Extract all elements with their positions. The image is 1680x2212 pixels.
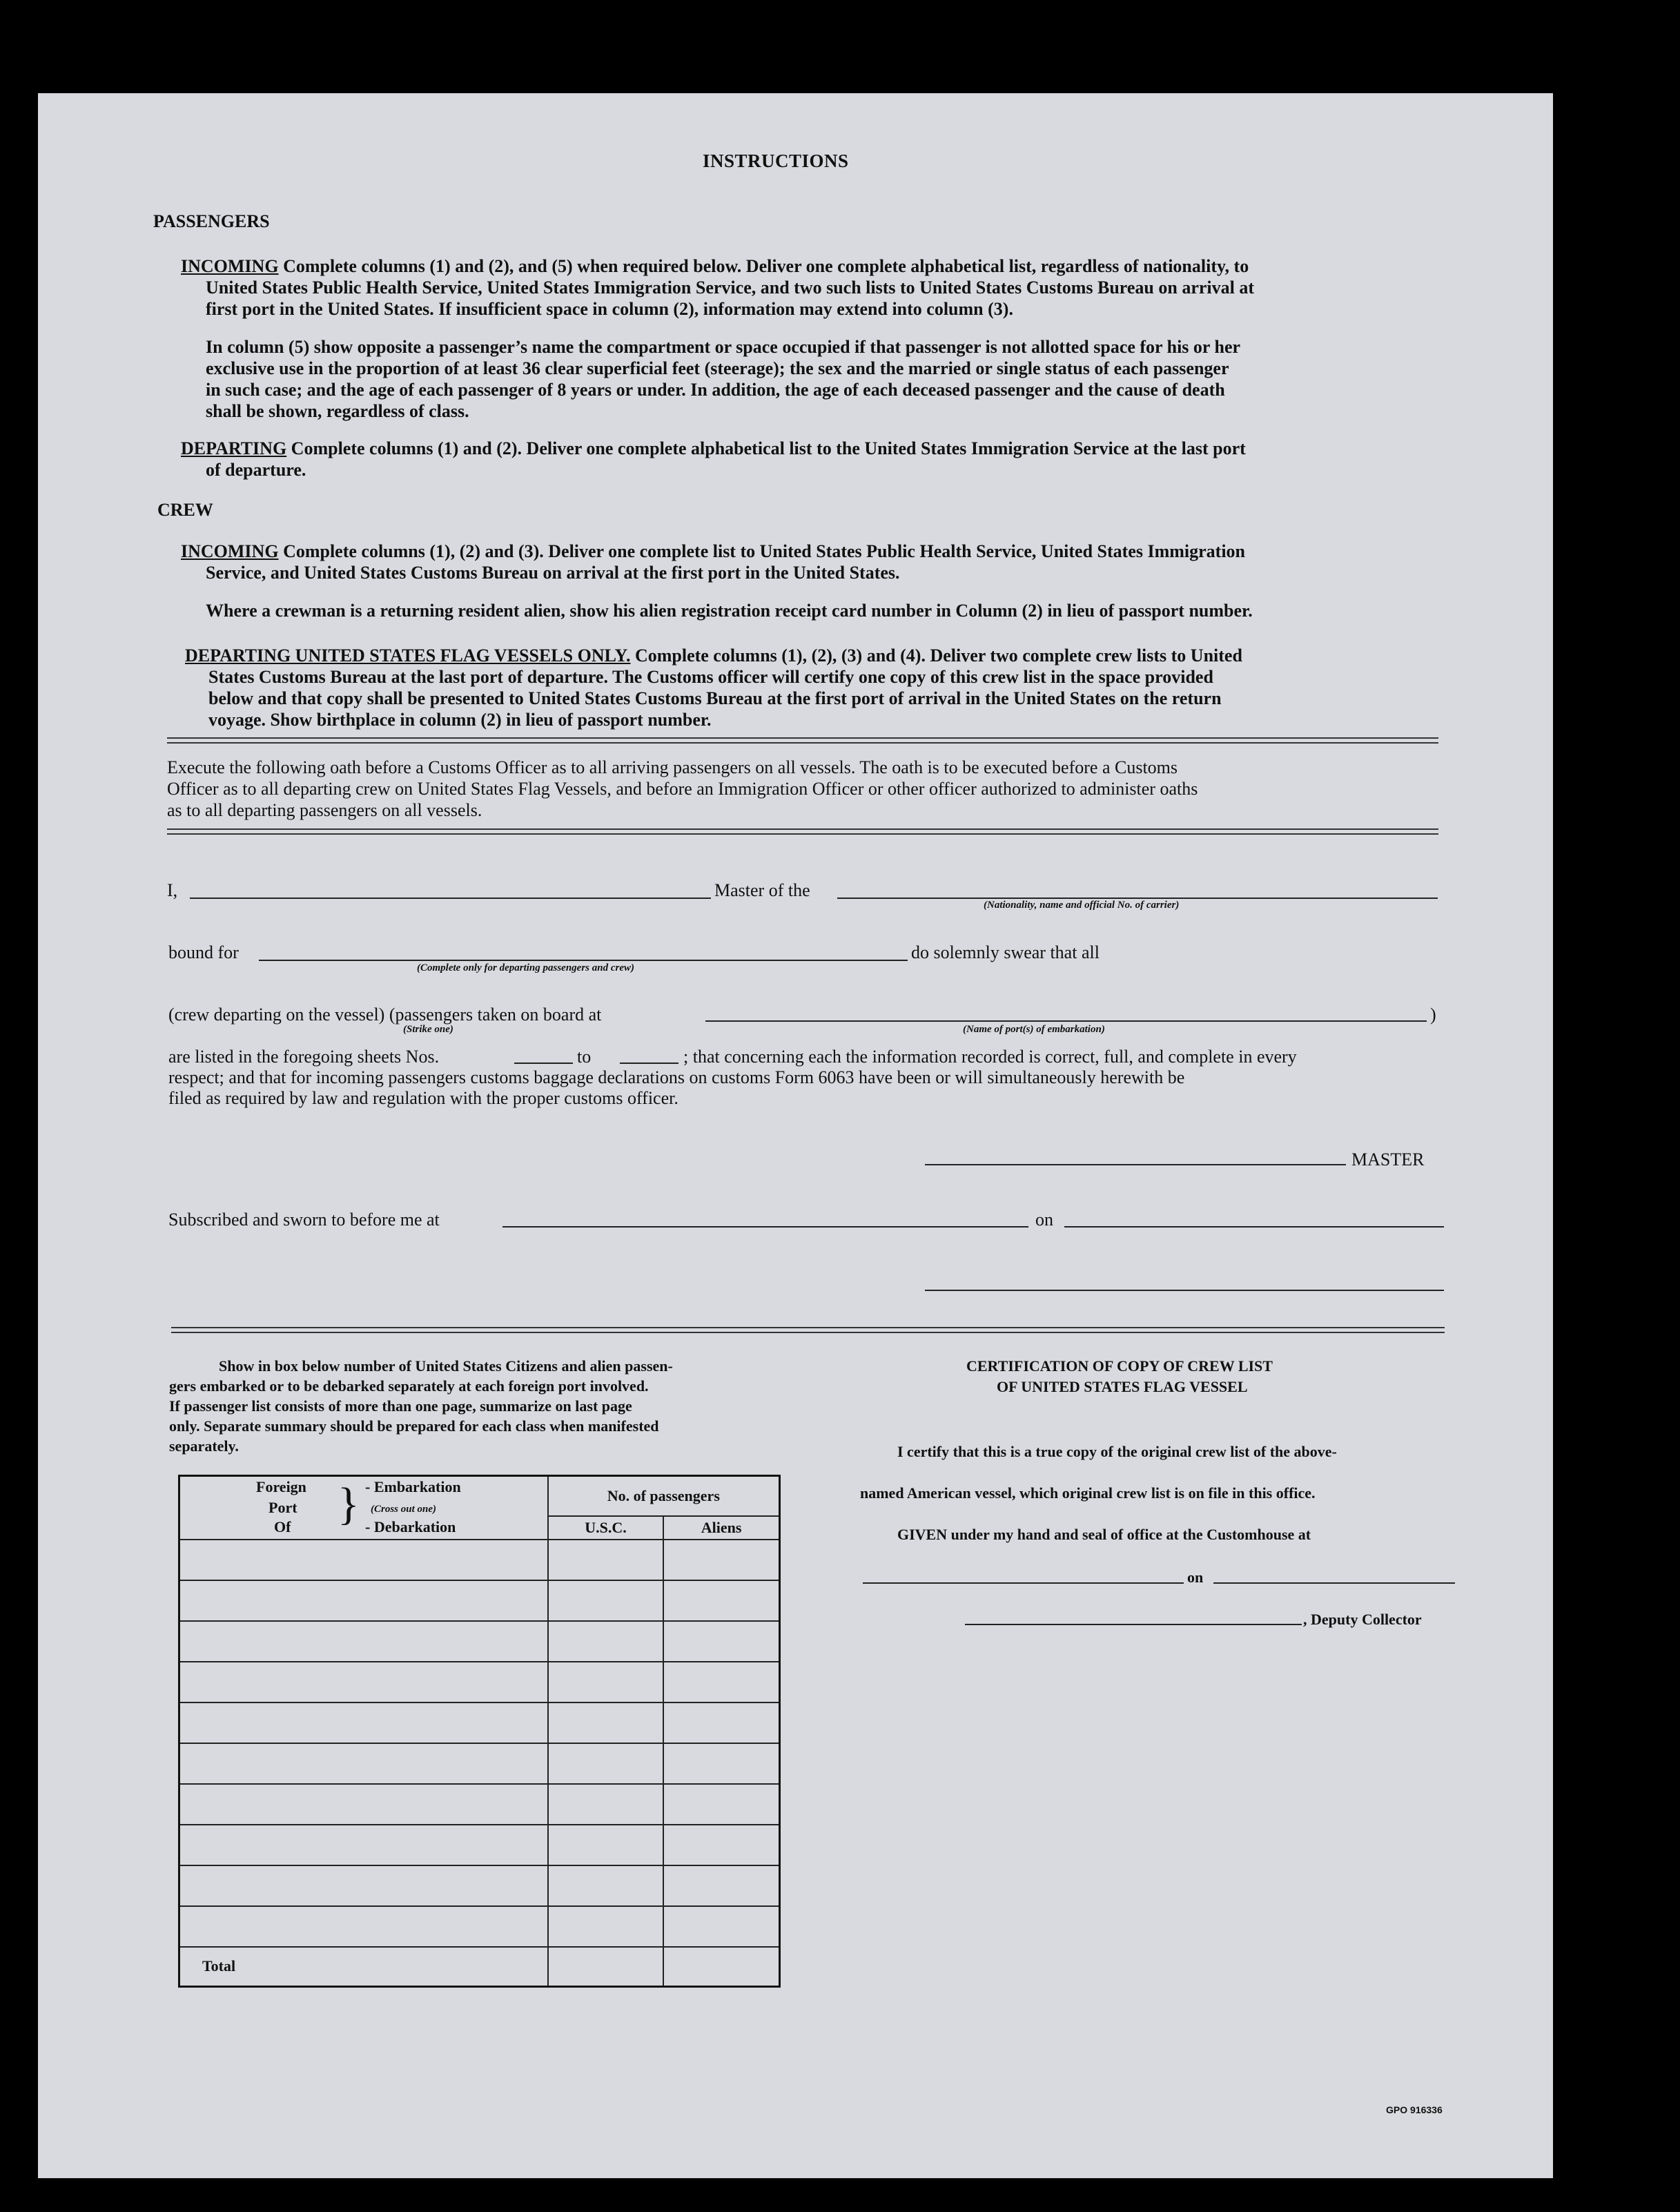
cross-out-hint: (Cross out one) <box>371 1504 437 1515</box>
oath-intro-line: as to all departing passengers on all vessels. <box>167 800 482 820</box>
no-passengers-header: No. of passengers <box>548 1476 780 1517</box>
table-row <box>179 1743 780 1784</box>
passengers-departing-line: of departure. <box>206 460 306 480</box>
summary-instructions-line: only. Separate summary should be prepared for each class when manifested <box>169 1417 659 1435</box>
passengers-departing-paragraph <box>181 438 1423 481</box>
table-row <box>179 1540 780 1580</box>
passengers-incoming-paragraph <box>181 255 1423 320</box>
aliens-cell[interactable] <box>663 1702 779 1743</box>
brace-icon: } <box>338 1479 360 1529</box>
certification-title-1: CERTIFICATION OF COPY OF CREW LIST <box>966 1357 1273 1375</box>
usc-cell[interactable] <box>548 1702 664 1743</box>
port-cell[interactable] <box>179 1580 548 1621</box>
debarkation-label: - Debarkation <box>365 1518 456 1535</box>
passengers-departing-label: DEPARTING <box>181 438 287 458</box>
passengers-incoming-line: Complete columns (1) and (2), and (5) when required below. Deliver one complete alphabetical list, regardless of nationality, to <box>283 256 1249 276</box>
sworn-place-field[interactable] <box>502 1226 1028 1228</box>
crew-departing-line: voyage. Show birthplace in column (2) in lieu of passport number. <box>208 710 712 730</box>
port-cell[interactable] <box>179 1906 548 1947</box>
aliens-cell[interactable] <box>663 1743 779 1784</box>
port-cell[interactable] <box>179 1784 548 1825</box>
master-name-field[interactable] <box>190 898 711 899</box>
port-cell[interactable] <box>179 1540 548 1580</box>
sheets-listed-rest: ; that concerning each the information recorded is correct, full, and complete in every <box>683 1047 1297 1067</box>
usc-cell[interactable] <box>548 1540 664 1580</box>
aliens-cell[interactable] <box>663 1906 779 1947</box>
embarkation-port-field[interactable] <box>705 1020 1427 1022</box>
passengers-incoming-line: United States Public Health Service, United States Immigration Service, and two such lists to United States Customs Bureau on arrival at <box>206 278 1255 298</box>
bound-for-label: bound for <box>168 942 239 962</box>
usc-cell[interactable] <box>548 1825 664 1865</box>
usc-cell[interactable] <box>548 1743 664 1784</box>
subscribed-label: Subscribed and sworn to before me at <box>168 1210 440 1230</box>
column5-line: exclusive use in the proportion of at least 36 clear superficial feet (steerage); the sex and the married or single status of each passenger <box>206 358 1229 378</box>
table-header-row <box>179 1476 780 1517</box>
aliens-cell[interactable] <box>663 1540 779 1580</box>
table-row <box>179 1580 780 1621</box>
sheet-to-field[interactable] <box>620 1063 678 1064</box>
crew-incoming-line: Complete columns (1), (2) and (3). Deliver one complete list to United States Public Health Service, United States Immigration <box>283 541 1246 561</box>
aliens-cell[interactable] <box>663 1580 779 1621</box>
port-cell[interactable] <box>179 1865 548 1906</box>
summary-instructions-line: If passenger list consists of more than one page, summarize on last page <box>169 1397 632 1415</box>
oath-line-2: respect; and that for incoming passengers customs baggage declarations on customs Form 6063 have been or will simultaneously herewith be <box>168 1067 1185 1087</box>
master-signature-field[interactable] <box>925 1164 1346 1165</box>
deputy-collector-label: , Deputy Collector <box>1303 1611 1422 1628</box>
crew-incoming-line: Service, and United States Customs Bureau on arrival at the first port in the United States. <box>206 563 900 583</box>
usc-cell[interactable] <box>548 1784 664 1825</box>
certification-text-2: named American vessel, which original crew list is on file in this office. <box>860 1484 1316 1502</box>
certification-date-field[interactable] <box>1213 1582 1455 1584</box>
aliens-cell[interactable] <box>663 1621 779 1662</box>
table-row <box>179 1702 780 1743</box>
carrier-field[interactable] <box>837 898 1438 899</box>
oath-intro-line: Officer as to all departing crew on United States Flag Vessels, and before an Immigration Officer or other officer authorized to administer oaths <box>167 779 1198 799</box>
crew-resident-note: Where a crewman is a returning resident alien, show his alien registration receipt card number in Column (2) in lieu of passport number. <box>206 601 1253 621</box>
bound-for-hint: (Complete only for departing passengers and crew) <box>417 962 634 973</box>
passengers-heading: PASSENGERS <box>153 211 270 231</box>
crew-departing-line: Complete columns (1), (2), (3) and (4). Deliver two complete crew lists to United <box>634 646 1242 666</box>
table-row <box>179 1865 780 1906</box>
crew-departing-label: DEPARTING UNITED STATES FLAG VESSELS ONLY. <box>185 646 631 666</box>
aliens-header: Aliens <box>663 1516 779 1540</box>
port-cell[interactable] <box>179 1702 548 1743</box>
sheet-from-field[interactable] <box>514 1063 573 1064</box>
summary-instructions-line: separately. <box>169 1437 239 1455</box>
customhouse-field[interactable] <box>863 1582 1184 1584</box>
embarkation-label: - Embarkation <box>365 1478 461 1495</box>
aliens-cell[interactable] <box>663 1865 779 1906</box>
passengers-incoming-label: INCOMING <box>181 256 279 276</box>
passengers-incoming-line: first port in the United States. If insufficient space in column (2), information may extend into column (3). <box>206 299 1013 319</box>
crew-departing-line: below and that copy shall be presented to United States Customs Bureau at the first port of arrival in the United States on the return <box>208 688 1222 708</box>
port-cell[interactable] <box>179 1825 548 1865</box>
aliens-cell[interactable] <box>663 1825 779 1865</box>
table-row <box>179 1825 780 1865</box>
section-divider <box>171 1327 1445 1333</box>
section-divider <box>167 737 1438 744</box>
master-label: MASTER <box>1351 1149 1425 1170</box>
usc-cell[interactable] <box>548 1906 664 1947</box>
usc-cell[interactable] <box>548 1865 664 1906</box>
carrier-hint: (Nationality, name and official No. of carrier) <box>984 900 1180 911</box>
usc-cell[interactable] <box>548 1580 664 1621</box>
aliens-cell[interactable] <box>663 1784 779 1825</box>
oath-intro <box>167 757 1451 821</box>
swear-label: do solemnly swear that all <box>911 942 1100 962</box>
deputy-signature-field[interactable] <box>965 1624 1302 1625</box>
close-paren: ) <box>1430 1005 1436 1025</box>
passenger-summary-table <box>178 1475 781 1988</box>
column5-line: in such case; and the age of each passenger of 8 years or under. In addition, the age of each deceased passenger and the cause of death <box>206 380 1225 400</box>
summary-instructions-line: gers embarked or to be debarked separately at each foreign port involved. <box>169 1377 649 1395</box>
section-divider <box>167 828 1438 835</box>
bound-for-field[interactable] <box>259 960 908 961</box>
port-cell[interactable] <box>179 1621 548 1662</box>
certification-title-2: OF UNITED STATES FLAG VESSEL <box>997 1378 1248 1395</box>
usc-cell[interactable] <box>548 1621 664 1662</box>
certification-on-label: on <box>1187 1569 1204 1586</box>
column5-line: shall be shown, regardless of class. <box>206 401 469 421</box>
summary-instructions-line: Show in box below number of United States Citizens and alien passen- <box>219 1357 673 1375</box>
port-cell[interactable] <box>179 1662 548 1702</box>
summary-instructions <box>169 1356 790 1456</box>
column5-line: In column (5) show opposite a passenger’s name the compartment or space occupied if that passenger is not allotted space for his or her <box>206 337 1241 357</box>
strike-hint: (Strike one) <box>403 1024 453 1035</box>
total-aliens-cell[interactable] <box>663 1947 779 1986</box>
total-label: Total <box>179 1947 548 1986</box>
total-row <box>179 1947 780 1986</box>
oath-i-label: I, <box>167 880 178 900</box>
passengers-departing-line: Complete columns (1) and (2). Deliver one complete alphabetical list to the United States Immigration Service at the last port <box>291 438 1246 458</box>
sheets-listed-label: are listed in the foregoing sheets Nos. <box>168 1047 440 1067</box>
aliens-cell[interactable] <box>663 1662 779 1702</box>
usc-cell[interactable] <box>548 1662 664 1702</box>
table-row <box>179 1621 780 1662</box>
page-title: INSTRUCTIONS <box>703 151 849 171</box>
crew-departing-line: States Customs Bureau at the last port of departure. The Customs officer will certify one copy of this crew list in the space provided <box>208 667 1213 687</box>
of-label: Of <box>274 1518 291 1535</box>
crew-passengers-label: (crew departing on the vessel) (passengers taken on board at <box>168 1005 602 1025</box>
column5-paragraph <box>206 336 1448 422</box>
master-of-label: Master of the <box>714 880 810 900</box>
usc-header: U.S.C. <box>548 1516 664 1540</box>
oath-intro-line: Execute the following oath before a Customs Officer as to all arriving passengers on all vessels. The oath is to be executed before a Customs <box>167 757 1178 777</box>
crew-departing-paragraph <box>185 645 1427 730</box>
to-label: to <box>577 1047 592 1067</box>
gpo-code: GPO 916336 <box>1386 2104 1443 2115</box>
sworn-on-label: on <box>1035 1210 1053 1230</box>
oath-line-3: filed as required by law and regulation with the proper customs officer. <box>168 1088 678 1108</box>
crew-incoming-label: INCOMING <box>181 541 279 561</box>
certification-text-1: I certify that this is a true copy of the original crew list of the above- <box>897 1443 1337 1460</box>
sworn-date-field[interactable] <box>1064 1226 1444 1228</box>
port-cell[interactable] <box>179 1743 548 1784</box>
table-row <box>179 1906 780 1947</box>
certification-text-3: GIVEN under my hand and seal of office at the Customhouse at <box>897 1526 1311 1543</box>
table-row <box>179 1784 780 1825</box>
crew-incoming-paragraph <box>181 541 1423 583</box>
foreign-label: Foreign <box>256 1478 306 1495</box>
officer-signature-field[interactable] <box>925 1290 1444 1291</box>
crew-heading: CREW <box>157 500 213 520</box>
table-row <box>179 1662 780 1702</box>
total-usc-cell[interactable] <box>548 1947 664 1986</box>
embarkation-port-hint: (Name of port(s) of embarkation) <box>963 1024 1105 1035</box>
port-header-cell <box>179 1476 548 1540</box>
port-label: Port <box>268 1499 297 1516</box>
